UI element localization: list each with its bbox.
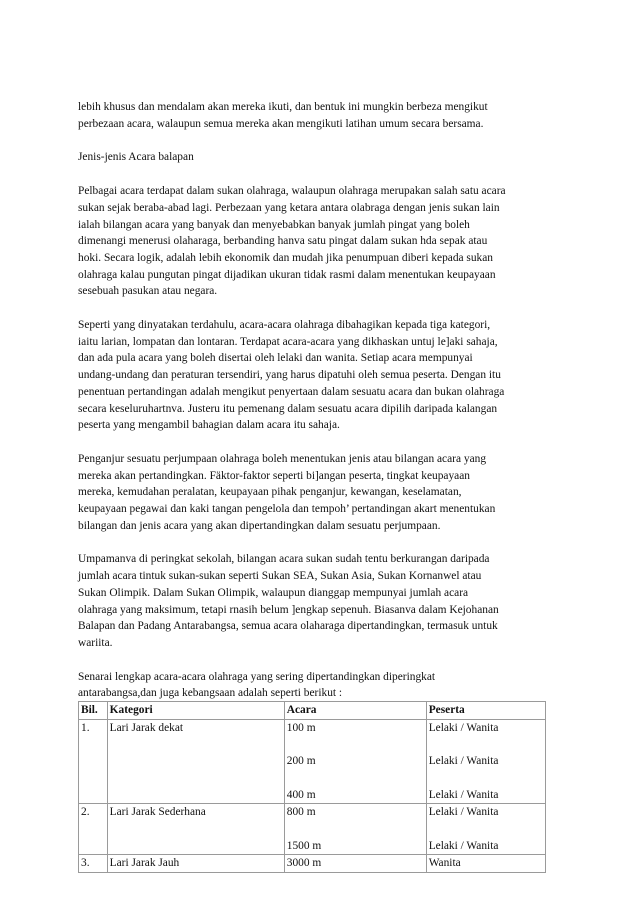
text-line: lebih khusus dan mendalam akan mereka ikuti, dan bentuk ini mungkin berbeza mengikut — [78, 101, 488, 113]
text-line: antarabangsa,dan juga kebangsaan adalah seperti berikut : — [78, 687, 343, 700]
acara-value: 1500 m — [286, 839, 322, 852]
text-line: Umpamanva di peringkat sekolah, bilangan acara sukan sudah tentu berkurangan daripada — [78, 553, 490, 566]
text-line: dimenangi menerusi olaharaga, berbanding hanva satu pingat dalam sukan hda sepak atau — [78, 235, 488, 248]
peserta-value: Lelaki / Wanita — [428, 721, 499, 734]
acara-value: 100 m — [286, 721, 316, 734]
cell-peserta — [426, 719, 545, 803]
text-line: sukan sejak beraba-abad lagi. Perbezaan yang ketara antara olabraga dengan jenis sukan lain — [78, 201, 500, 214]
cell-spacer — [287, 770, 424, 787]
table-header-row — [79, 702, 546, 720]
peserta-value: Wanita — [428, 857, 461, 870]
text-line: sesebuah pasukan atau negara. — [78, 285, 218, 298]
text-line: jumlah acara tintuk sukan-sukan seperti Sukan SEA, Sukan Asia, Sukan Kornanwel atau — [78, 570, 482, 583]
cell-spacer — [429, 770, 543, 787]
cell-kategori: Lari Jarak dekat — [107, 719, 284, 803]
acara-value: 800 m — [286, 806, 316, 819]
cell-bil: 2. — [79, 804, 108, 855]
cell-spacer — [287, 821, 424, 838]
text-line: secara keseluruhartnva. Justeru itu pemenang dalam sesuatu acara dipilih daripada kalangan — [78, 402, 498, 415]
text-line: olahraga yang maksimum, tetapi rnasih belum ]engkap sepenuh. Biasanva dalam Kejohanan — [78, 603, 499, 616]
text-line: mereka, kemudahan peralatan, keupayaan pihak penganjur, kewangan, keselamatan, — [78, 486, 462, 499]
table-body — [79, 719, 546, 872]
text-line: undang-undang dan peraturan tersendiri, yang harus dipatuhi oleh semua peserta. Dengan itu — [78, 369, 501, 382]
peserta-value: Lelaki / Wanita — [428, 806, 499, 819]
cell-peserta — [426, 855, 545, 873]
text-line: keupayaan pegawai dan kaki tangan pengelola dan tempoh’ pertandingan akart menentukan — [78, 503, 496, 516]
text-line: bilangan dan jenis acara yang akan dipertandingkan dalam sesuatu perjumpaan. — [78, 519, 441, 532]
text-line: dan ada pula acara yang boleh disertai oleh lelaki dan wanita. Setiap acara mempunyai — [78, 352, 473, 365]
cell-kategori: Lari Jarak Jauh — [107, 855, 284, 873]
text-line: wariita. — [78, 636, 113, 649]
cell-spacer — [287, 737, 424, 754]
cell-peserta — [426, 804, 545, 855]
text-line: penentuan pertandingan adalah mengikut penyertaan dalam sesuatu acara dan bukan olahraga — [78, 385, 505, 398]
cell-kategori: Lari Jarak Sederhana — [107, 804, 284, 855]
events-table — [78, 701, 546, 873]
text-line: Pelbagai acara terdapat dalam sukan olahraga, walaupun olahraga merupakan salah satu acara — [78, 185, 506, 198]
text-line: iaitu larian, lompatan dan lontaran. Terdapat acara-acara yang dikhaskan untuj le]aki sahaja, — [78, 335, 498, 348]
document-body — [78, 99, 562, 702]
acara-value: 200 m — [286, 755, 316, 768]
header-kategori: Kategori — [107, 702, 284, 720]
peserta-value: Lelaki / Wanita — [428, 839, 499, 852]
header-bil: Bil. — [79, 702, 108, 720]
paragraph — [78, 183, 562, 300]
paragraph — [78, 451, 562, 535]
text-line: hoki. Secara logik, adalah lebih ekonomik dan mudah jika penumpuan diberi kepada sukan — [78, 251, 494, 264]
text-line: Jenis-jenis Acara balapan — [78, 151, 194, 164]
paragraph — [78, 317, 562, 434]
cell-bil: 3. — [79, 855, 108, 873]
acara-value: 400 m — [286, 788, 316, 801]
table-row — [79, 804, 546, 855]
text-line: Penganjur sesuatu perjumpaan olahraga boleh menentukan jenis atau bilangan acara yang — [78, 452, 487, 465]
table-row — [79, 719, 546, 803]
peserta-value: Lelaki / Wanita — [428, 755, 499, 768]
header-peserta: Peserta — [426, 702, 545, 720]
header-acara: Acara — [284, 702, 426, 720]
cell-spacer — [429, 821, 543, 838]
text-line: olahraga kalau pungutan pingat dijadikan ukuran tidak rasmi dalam menentukan keupayaan — [78, 268, 496, 281]
section-heading — [78, 149, 562, 166]
peserta-value: Lelaki / Wanita — [428, 788, 499, 801]
text-line: perbezaan acara, walaupun semua mereka akan mengikuti latihan umum secara bersama. — [78, 117, 484, 130]
text-line: Seperti yang dinyatakan terdahulu, acara-acara olahraga dibahagikan kepada tiga kategori, — [78, 319, 491, 332]
text-line: Balapan dan Padang Antarabangsa, semua acara olaharaga dipertandingkan, termasuk untuk — [78, 620, 498, 633]
table-row — [79, 855, 546, 873]
cell-acara — [284, 719, 426, 803]
cell-bil: 1. — [79, 719, 108, 803]
document-page — [78, 99, 562, 873]
paragraph — [78, 669, 562, 702]
text-line: mereka akan pertandingkan. Fäktor-faktor seperti bi]angan peserta, tingkat keupayaan — [78, 469, 470, 482]
cell-spacer — [429, 737, 543, 754]
text-line: Sukan Olimpik. Dalam Sukan Olimpik, walaupun dianggap mempunyai jumlah acara — [78, 586, 469, 599]
paragraph — [78, 99, 562, 132]
cell-acara — [284, 804, 426, 855]
text-line: peserta yang mengambil bahagian dalam acara itu sahaja. — [78, 419, 340, 432]
text-line: ialah bilangan acara yang banyak dan menyebabkan banyak jumlah pingat yang boleh — [78, 218, 470, 231]
cell-acara — [284, 855, 426, 873]
paragraph — [78, 551, 562, 651]
text-line: Senarai lengkap acara-acara olahraga yang sering dipertandingkan diperingkat — [78, 670, 436, 683]
acara-value: 3000 m — [286, 857, 322, 870]
